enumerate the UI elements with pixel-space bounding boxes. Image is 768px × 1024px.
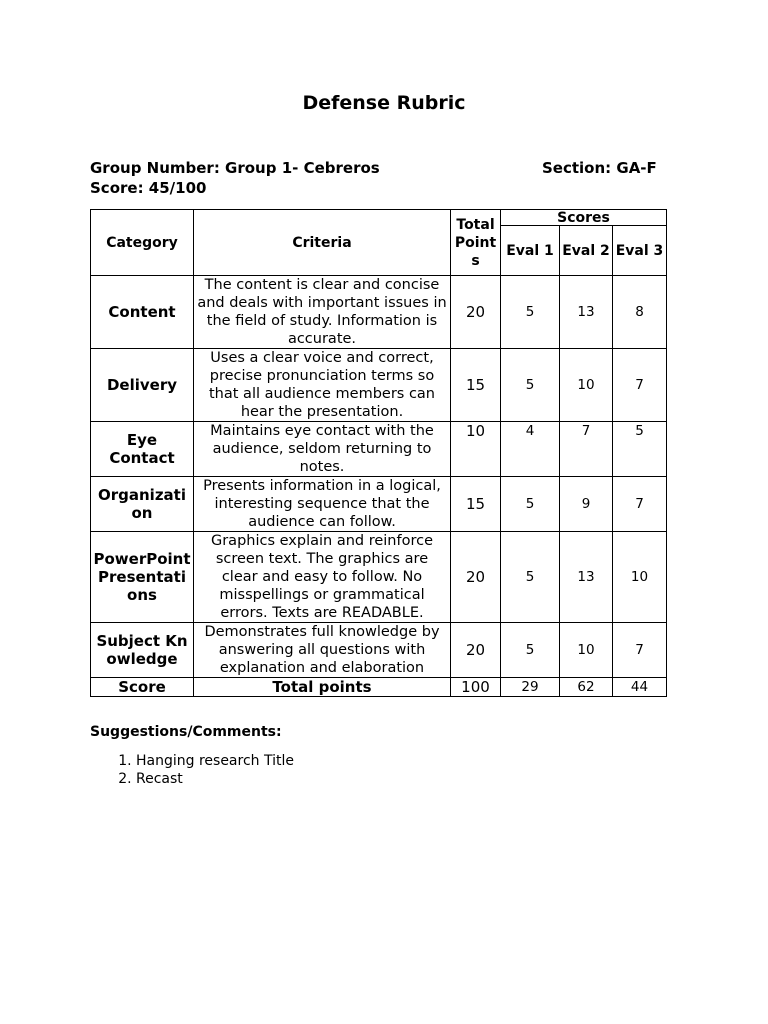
criteria-cell: Graphics explain and reinforce screen text. The graphics are clear and easy to follow. No misspellings or grammatical errors. Texts are READABLE. (194, 532, 451, 623)
criteria-cell: Uses a clear voice and correct, precise pronunciation terms so that all audience members can hear the presentation. (194, 349, 451, 422)
header-criteria: Criteria (194, 210, 451, 276)
document-title: Defense Rubric (302, 92, 466, 114)
table-row (91, 349, 667, 422)
score-summary: Score: 45/100 (90, 179, 207, 197)
eval-2-cell: 13 (560, 532, 613, 623)
eval-2-cell: 10 (560, 623, 613, 678)
list-item: 2. Recast (136, 770, 294, 788)
header-eval-3: Eval 3 (613, 226, 667, 276)
category-cell: Delivery (91, 349, 194, 422)
points-cell: 20 (451, 623, 501, 678)
points-cell: 10 (451, 422, 501, 477)
criteria-cell: The content is clear and concise and deals with important issues in the field of study. Information is accurate. (194, 276, 451, 349)
list-item: 1. Hanging research Title (136, 752, 294, 770)
eval-1-cell: 5 (501, 623, 560, 678)
eval-2-cell: 13 (560, 276, 613, 349)
eval-1-cell: 4 (501, 422, 560, 477)
comments-list (90, 752, 294, 788)
total-row (91, 678, 667, 697)
table-row (91, 477, 667, 532)
eval-1-cell: 5 (501, 349, 560, 422)
eval-2-cell: 7 (560, 422, 613, 477)
eval-1-cell: 5 (501, 477, 560, 532)
group-number: Group Number: Group 1- Cebreros (90, 159, 380, 177)
total-eval-1-cell: 29 (501, 678, 560, 697)
category-cell: Content (91, 276, 194, 349)
criteria-cell: Maintains eye contact with the audience, seldom returning to notes. (194, 422, 451, 477)
category-cell: Subject Knowledge (91, 623, 194, 678)
total-eval-2-cell: 62 (560, 678, 613, 697)
total-label-cell: Score (91, 678, 194, 697)
eval-1-cell: 5 (501, 276, 560, 349)
eval-1-cell: 5 (501, 532, 560, 623)
rubric-table (90, 209, 667, 697)
section-label: Section: GA-F (542, 159, 657, 177)
table-row (91, 532, 667, 623)
eval-3-cell: 8 (613, 276, 667, 349)
criteria-cell: Presents information in a logical, interesting sequence that the audience can follow. (194, 477, 451, 532)
eval-3-cell: 7 (613, 477, 667, 532)
table-row (91, 276, 667, 349)
eval-3-cell: 10 (613, 532, 667, 623)
total-eval-3-cell: 44 (613, 678, 667, 697)
criteria-cell: Demonstrates full knowledge by answering all questions with explanation and elaboration (194, 623, 451, 678)
table-row (91, 422, 667, 477)
total-points-cell: 100 (451, 678, 501, 697)
header-total-points: Total Points (451, 210, 501, 276)
header-scores: Scores (501, 210, 667, 226)
eval-2-cell: 10 (560, 349, 613, 422)
suggestions-heading: Suggestions/Comments: (90, 724, 282, 740)
category-cell: PowerPoint Presentations (91, 532, 194, 623)
category-cell: Eye Contact (91, 422, 194, 477)
points-cell: 20 (451, 276, 501, 349)
eval-2-cell: 9 (560, 477, 613, 532)
eval-3-cell: 7 (613, 349, 667, 422)
header-eval-1: Eval 1 (501, 226, 560, 276)
header-eval-2: Eval 2 (560, 226, 613, 276)
points-cell: 15 (451, 477, 501, 532)
total-criteria-cell: Total points (194, 678, 451, 697)
header-category: Category (91, 210, 194, 276)
eval-3-cell: 7 (613, 623, 667, 678)
points-cell: 15 (451, 349, 501, 422)
category-cell: Organization (91, 477, 194, 532)
table-row (91, 623, 667, 678)
eval-3-cell: 5 (613, 422, 667, 477)
points-cell: 20 (451, 532, 501, 623)
